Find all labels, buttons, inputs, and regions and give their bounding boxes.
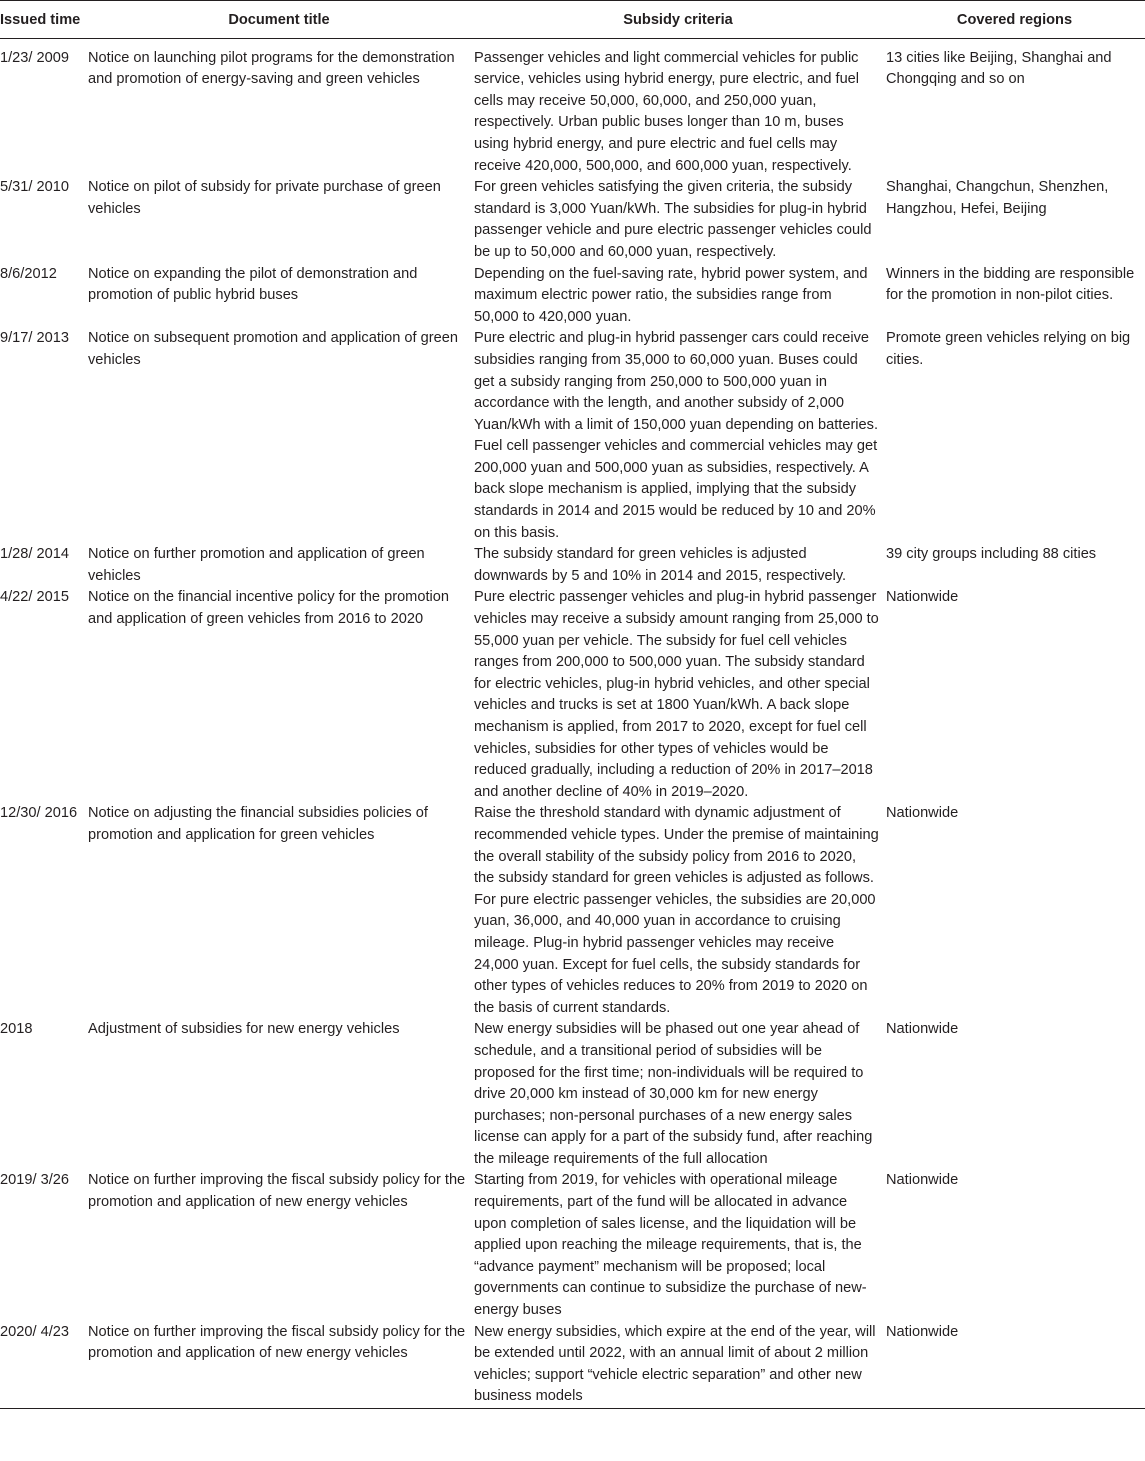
covered-regions-cell: Nationwide — [886, 1021, 959, 1038]
issued-time-cell: 12/30/ 2016 — [0, 805, 78, 822]
subsidy-criteria-cell: New energy subsidies, which expire at the end of the year, will be extended until 2022, with an annual limit of about 2 million vehicles; support “vehicle electric separation” and other new business models — [472, 1322, 884, 1409]
issued-time-cell: 5/31/ 2010 — [0, 179, 69, 196]
subsidy-criteria-cell: For green vehicles satisfying the given criteria, the subsidy standard is 3,000 Yuan/kWh. The subsidies for plug-in hybrid passenger vehicle and pure electric passenger vehicles could be up to 50,000 and 60,000 yuan, respectively. — [474, 179, 872, 260]
document-title-cell: Notice on adjusting the financial subsidies policies of promotion and application for green vehicles — [88, 805, 428, 843]
document-title-cell: Notice on further improving the fiscal subsidy policy for the promotion and application of new energy vehicles — [86, 1322, 472, 1409]
table-row — [0, 264, 1145, 329]
table-row — [0, 803, 1145, 1019]
covered-regions-cell: Shanghai, Changchun, Shenzhen, Hangzhou, Hefei, Beijing — [886, 179, 1109, 217]
covered-regions-cell: Nationwide — [884, 1322, 1145, 1409]
issued-time-cell: 8/6/2012 — [0, 265, 57, 282]
document-title-cell: Notice on the financial incentive policy for the promotion and application of green vehicles from 2016 to 2020 — [88, 589, 449, 628]
header-issued-time: Issued time — [0, 1, 86, 39]
document-title-cell: Notice on expanding the pilot of demonstration and promotion of public hybrid buses — [88, 265, 418, 304]
covered-regions-cell: 39 city groups including 88 cities — [886, 546, 1097, 563]
subsidy-criteria-cell: New energy subsidies will be phased out one year ahead of schedule, and a transitional period of subsidies will be proposed for the first time; non-individuals will be required to drive 20,000 km instead of 30,000 km for new energy purchases; non-personal purchases of a new energy sales license can apply for a part of the subsidy fund, after reaching the mileage requirements of the full allocation — [474, 1021, 873, 1167]
subsidy-criteria-cell: Pure electric and plug-in hybrid passenger cars could receive subsidies ranging from 35,000 to 60,000 yuan. Buses could get a subsidy ranging from 250,000 to 500,000 yuan in accordance with the length, and another subsidy of 2,000 Yuan/kWh with a limit of 150,000 yuan depending on batteries. Fuel cell passenger vehicles and commercial vehicles may get 200,000 yuan and 500,000 yuan as subsidies, respectively. A back slope mechanism is applied, implying that the subsidy standards in 2014 and 2015 would be reduced by 10 and 20% on this basis. — [474, 330, 879, 541]
table-row — [0, 177, 1145, 263]
document-title-cell: Notice on subsequent promotion and application of green vehicles — [88, 330, 458, 368]
covered-regions-cell: Nationwide — [886, 805, 959, 822]
subsidy-criteria-cell: Pure electric passenger vehicles and plug-in hybrid passenger vehicles may receive a subsidy amount ranging from 25,000 to 55,000 yuan per vehicle. The subsidy for fuel cell vehicles ranges from 200,000 to 500,000 yuan. The subsidy standard for electric vehicles, plug-in hybrid vehicles, and other special vehicles and trucks is set at 1800 Yuan/kWh. A back slope mechanism is applied, from 2017 to 2020, except for fuel cell vehicles, subsidies for other types of vehicles would be reduced gradually, including a reduction of 20% in 2017–2018 and another decline of 40% in 2019–2020. — [474, 589, 879, 800]
issued-time-cell: 2020/ 4/23 — [0, 1322, 86, 1409]
issued-time-cell: 1/28/ 2014 — [0, 546, 69, 563]
subsidy-criteria-cell: Passenger vehicles and light commercial vehicles for public service, vehicles using hybrid energy, pure electric, and fuel cells may receive 50,000, 60,000, and 250,000 yuan, respectively. Urban public buses longer than 10 m, buses using hybrid energy, and pure electric and fuel cells may receive 420,000, 500,000, and 600,000 yuan, respectively. — [474, 49, 860, 174]
table-row — [0, 328, 1145, 544]
table-row — [0, 1019, 1145, 1170]
covered-regions-cell: Winners in the bidding are responsible for the promotion in non-pilot cities. — [886, 265, 1135, 304]
table-row — [0, 1170, 1145, 1321]
issued-time-cell: 1/23/ 2009 — [0, 49, 69, 66]
header-covered-regions: Covered regions — [884, 1, 1145, 39]
subsidy-criteria-cell: Depending on the fuel-saving rate, hybrid power system, and maximum electric power ratio, the subsidies range from 50,000 to 420,000 yuan. — [474, 265, 868, 325]
document-title-cell: Notice on launching pilot programs for the demonstration and promotion of energy-saving and green vehicles — [88, 49, 455, 88]
table-row — [0, 1322, 1145, 1409]
header-document-title: Document title — [86, 1, 472, 39]
table-header-row — [0, 1, 1145, 39]
table-row — [0, 38, 1145, 177]
issued-time-cell: 9/17/ 2013 — [0, 330, 69, 347]
covered-regions-cell: Nationwide — [886, 1172, 959, 1189]
covered-regions-cell: 13 cities like Beijing, Shanghai and Chongqing and so on — [886, 49, 1112, 88]
document-title-cell: Notice on pilot of subsidy for private purchase of green vehicles — [88, 179, 441, 217]
subsidy-criteria-cell: Raise the threshold standard with dynamic adjustment of recommended vehicle types. Under the premise of maintaining the overall stability of the subsidy policy from 2016 to 2020, the subsidy standard for green vehicles is adjusted as follows. For pure electric passenger vehicles, the subsidies are 20,000 yuan, 36,000, and 40,000 yuan in accordance to cruising mileage. Plug-in hybrid passenger vehicles may receive 24,000 yuan. Except for fuel cells, the subsidy standards for other types of vehicles reduces to 20% from 2019 to 2020 on the basis of current standards. — [474, 805, 879, 1016]
document-title-cell: Adjustment of subsidies for new energy vehicles — [88, 1021, 400, 1038]
header-subsidy-criteria: Subsidy criteria — [472, 1, 884, 39]
issued-time-cell: 4/22/ 2015 — [0, 589, 69, 606]
document-title-cell: Notice on further improving the fiscal subsidy policy for the promotion and application of new energy vehicles — [88, 1172, 466, 1211]
table-row — [0, 587, 1145, 803]
subsidy-criteria-cell: Starting from 2019, for vehicles with operational mileage requirements, part of the fund will be allocated in advance upon completion of sales license, and the liquidation will be applied upon reaching the mileage requirements, that is, the “advance payment” mechanism will be proposed; local governments can continue to subsidize the purchase of new-energy buses — [474, 1172, 867, 1319]
table-row — [0, 544, 1145, 587]
subsidy-criteria-cell: The subsidy standard for green vehicles is adjusted downwards by 5 and 10% in 2014 and 2015, respectively. — [474, 546, 847, 584]
covered-regions-cell: Promote green vehicles relying on big cities. — [886, 330, 1131, 368]
issued-time-cell: 2018 — [0, 1021, 33, 1038]
document-title-cell: Notice on further promotion and application of green vehicles — [88, 546, 425, 584]
issued-time-cell: 2019/ 3/26 — [0, 1172, 69, 1189]
covered-regions-cell: Nationwide — [886, 589, 959, 606]
